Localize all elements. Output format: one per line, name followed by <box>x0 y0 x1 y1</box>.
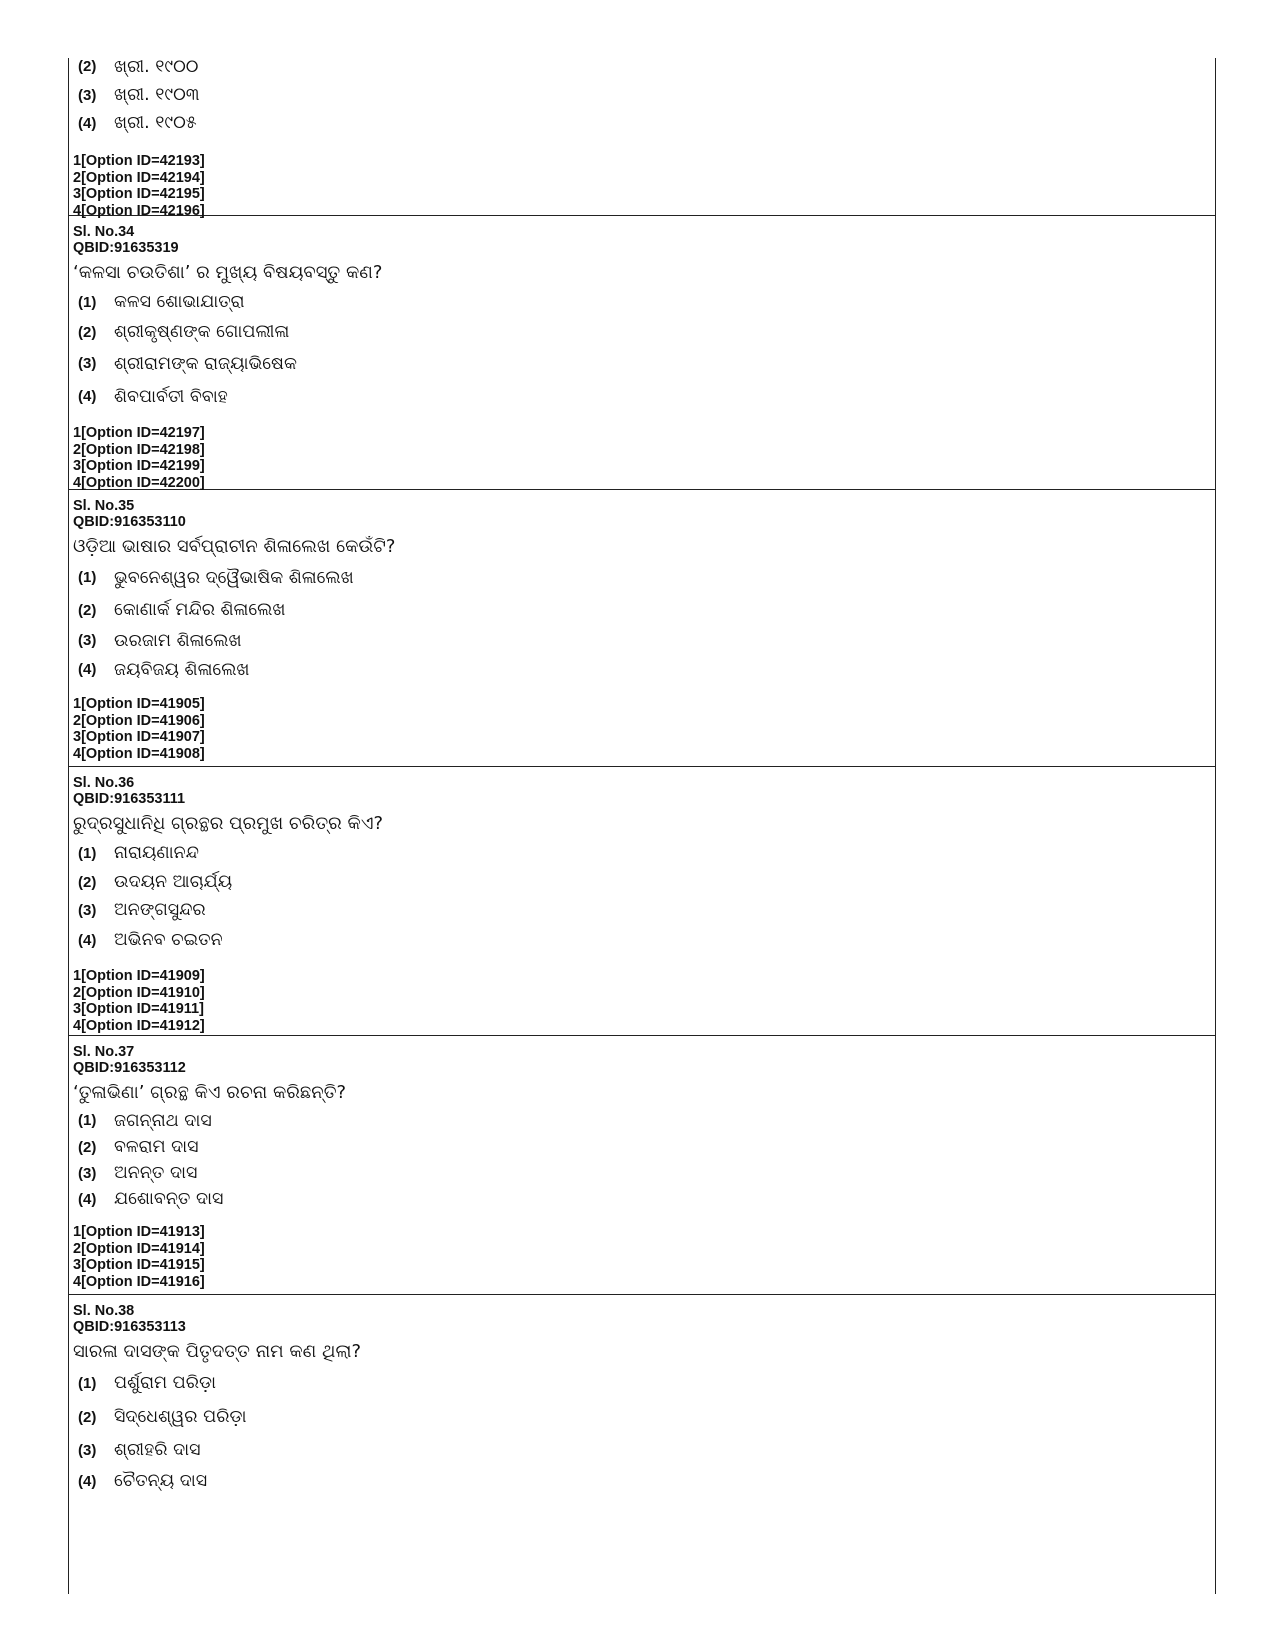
option-id: 1[Option ID=42197] <box>73 425 205 441</box>
option-row <box>69 109 1215 137</box>
option-number: (4) <box>78 931 97 949</box>
question-block-37 <box>69 1036 1215 1295</box>
option-number: (3) <box>78 632 97 649</box>
question-text: ଓଡ଼ିଆ ଭାଷାର ସର୍ବପ୍ରାଚୀନ ଶିଳାଲେଖ କେଉଁଟି? <box>73 536 396 557</box>
option-id: 2[Option ID=41914] <box>73 1240 205 1257</box>
question-block-38 <box>69 1295 1215 1588</box>
option-id: 3[Option ID=42199] <box>73 458 205 474</box>
serial-number: Sl. No.37 <box>73 1044 135 1060</box>
option-text: ଶ୍ରୀହରି ଦାସ <box>114 1440 201 1460</box>
option-id: 2[Option ID=42194] <box>73 169 205 186</box>
option-text: ଖ୍ରୀ. ୧୯୦୩ <box>114 85 200 105</box>
option-number: (2) <box>78 1408 97 1426</box>
question-block-34 <box>69 216 1215 490</box>
option-number: (2) <box>78 58 97 75</box>
option-number: (2) <box>78 323 97 341</box>
option-text: ଶ୍ରୀରାମଙ୍କ ରାଜ୍ୟାଭିଷେକ <box>114 353 297 374</box>
option-number: (1) <box>78 293 97 311</box>
option-id: 1[Option ID=41905] <box>73 696 205 712</box>
option-row <box>69 52 1215 81</box>
option-row <box>69 347 1215 380</box>
option-text: ଖ୍ରୀ. ୧୯୦୫ <box>114 113 197 133</box>
qbid: QBID:91635319 <box>73 240 179 256</box>
option-id: 3[Option ID=41911] <box>73 1001 204 1017</box>
qbid: QBID:916353110 <box>73 514 186 530</box>
qbid: QBID:916353112 <box>73 1060 186 1076</box>
option-text: ଅନଙ୍ଗସୁନ୍ଦର <box>114 900 206 920</box>
option-row <box>69 1466 1215 1496</box>
serial-number: Sl. No.34 <box>73 224 135 240</box>
serial-number: Sl. No.36 <box>73 775 135 791</box>
option-row <box>69 1107 1215 1134</box>
question-text: ରୁଦ୍ରସୁଧାନିଧି ଗ୍ରନ୍ଥର ପ୍ରମୁଖ ଚରିତ୍ର କିଏ? <box>73 813 384 834</box>
option-row <box>69 1134 1215 1160</box>
option-text: ଶ୍ରୀକୃଷ୍ଣଙ୍କ ଗୋପଲୀଳା <box>114 322 290 342</box>
option-text: ପର୍ଶୁରାମ ପରିଡ଼ା <box>114 1373 216 1393</box>
option-id: 1[Option ID=42193] <box>73 153 205 169</box>
option-text: ଜୟବିଜୟ ଶିଳାଲେଖ <box>114 659 250 680</box>
option-text: ବଳରାମ ଦାସ <box>114 1137 199 1157</box>
option-id-list <box>69 425 1215 494</box>
option-number: (1) <box>78 1374 97 1392</box>
option-text: ଅନନ୍ତ ଦାସ <box>114 1163 198 1183</box>
question-block-35 <box>69 490 1215 767</box>
option-id: 4[Option ID=41916] <box>73 1273 205 1290</box>
option-text: ଜଗନ୍ନାଥ ଦାସ <box>114 1110 212 1131</box>
option-id: 2[Option ID=41910] <box>73 984 205 1001</box>
question-block-36 <box>69 767 1215 1036</box>
option-text: କୋଣାର୍କ ମନ୍ଦିର ଶିଳାଲେଖ <box>114 600 286 620</box>
qbid: QBID:916353111 <box>73 791 186 807</box>
option-number: (4) <box>78 114 97 132</box>
option-text: ଖ୍ରୀ. ୧୯୦୦ <box>114 56 199 77</box>
option-id: 1[Option ID=41909] <box>73 968 205 984</box>
option-row <box>69 380 1215 413</box>
option-number: (2) <box>78 601 97 619</box>
option-row <box>69 838 1215 868</box>
option-row <box>69 896 1215 924</box>
option-text: ଯଶୋବନ୍ତ ଦାସ <box>114 1189 224 1209</box>
option-id: 4[Option ID=41912] <box>73 1017 205 1034</box>
option-id: 3[Option ID=41907] <box>73 729 205 745</box>
option-row <box>69 594 1215 626</box>
option-number: (4) <box>78 661 97 678</box>
option-id: 3[Option ID=41915] <box>73 1257 205 1273</box>
option-text: ଅଭିନବ ଚଇତନ <box>114 930 223 950</box>
option-number: (3) <box>78 1441 97 1459</box>
option-id-list <box>69 153 1215 222</box>
option-number: (2) <box>78 1138 97 1156</box>
option-number: (1) <box>78 1112 97 1129</box>
option-text: ଚୈତନ୍ୟ ଦାସ <box>114 1471 208 1491</box>
option-number: (3) <box>78 355 97 372</box>
option-text: ଶିବପାର୍ବତୀ ବିବାହ <box>114 386 228 407</box>
option-row <box>69 1434 1215 1466</box>
option-text: କଳସ ଶୋଭାଯାତ୍ରା <box>114 292 245 312</box>
serial-number: Sl. No.38 <box>73 1303 135 1319</box>
option-id-list <box>69 696 1215 765</box>
option-number: (4) <box>78 388 97 405</box>
option-number: (1) <box>78 844 97 862</box>
question-text: ‘କଳସା ଚଉତିଶା’ ର ମୁଖ୍ୟ ବିଷୟବସ୍ତୁ କଣ? <box>73 262 383 283</box>
option-row <box>69 1186 1215 1212</box>
option-id-list <box>69 1224 1215 1293</box>
option-id: 2[Option ID=41906] <box>73 712 205 729</box>
option-row <box>69 1160 1215 1186</box>
question-text: ସାରଳା ଦାସଙ୍କ ପିତୃଦତ୍ତ ନାମ କଣ ଥିଲା? <box>73 1341 362 1362</box>
option-id: 2[Option ID=42198] <box>73 441 205 458</box>
option-id: 1[Option ID=41913] <box>73 1224 205 1240</box>
option-row <box>69 868 1215 896</box>
option-text: ଉଦୟନ ଆଚାର୍ଯ୍ୟ <box>114 872 233 892</box>
qbid: QBID:916353113 <box>73 1319 186 1335</box>
option-row <box>69 655 1215 684</box>
option-row <box>69 1400 1215 1434</box>
question-text: ‘ତୁଳାଭିଣା’ ଗ୍ରନ୍ଥ କିଏ ରଚନା କରିଛନ୍ତି? <box>73 1082 347 1103</box>
option-number: (2) <box>78 873 97 891</box>
option-row <box>69 81 1215 109</box>
question-block-33-continued <box>69 52 1215 219</box>
option-id: 4[Option ID=42196] <box>73 202 205 219</box>
option-row <box>69 561 1215 594</box>
option-text: ନାରାୟଣାନନ୍ଦ <box>114 843 199 863</box>
option-number: (4) <box>78 1472 97 1490</box>
option-row <box>69 626 1215 655</box>
option-text: ଉରଜାମ ଶିଳାଲେଖ <box>114 630 242 651</box>
option-text: ଭୁବନେଶ୍ୱର ଦ୍ୱୈଭାଷିକ ଶିଳାଲେଖ <box>114 567 354 588</box>
option-number: (1) <box>78 569 97 586</box>
option-row <box>69 924 1215 956</box>
option-number: (3) <box>78 86 97 104</box>
option-row <box>69 1366 1215 1400</box>
option-number: (4) <box>78 1190 97 1208</box>
option-id: 4[Option ID=42200] <box>73 474 205 491</box>
option-id-list <box>69 968 1215 1037</box>
option-id: 3[Option ID=42195] <box>73 186 205 202</box>
option-number: (3) <box>78 901 97 919</box>
option-text: ସିଦ୍ଧେଶ୍ୱର ପରିଡ଼ା <box>114 1407 247 1427</box>
option-id: 4[Option ID=41908] <box>73 745 205 762</box>
question-paper <box>68 58 1216 1594</box>
option-row <box>69 317 1215 347</box>
serial-number: Sl. No.35 <box>73 498 135 514</box>
option-number: (3) <box>78 1164 97 1182</box>
option-row <box>69 287 1215 317</box>
